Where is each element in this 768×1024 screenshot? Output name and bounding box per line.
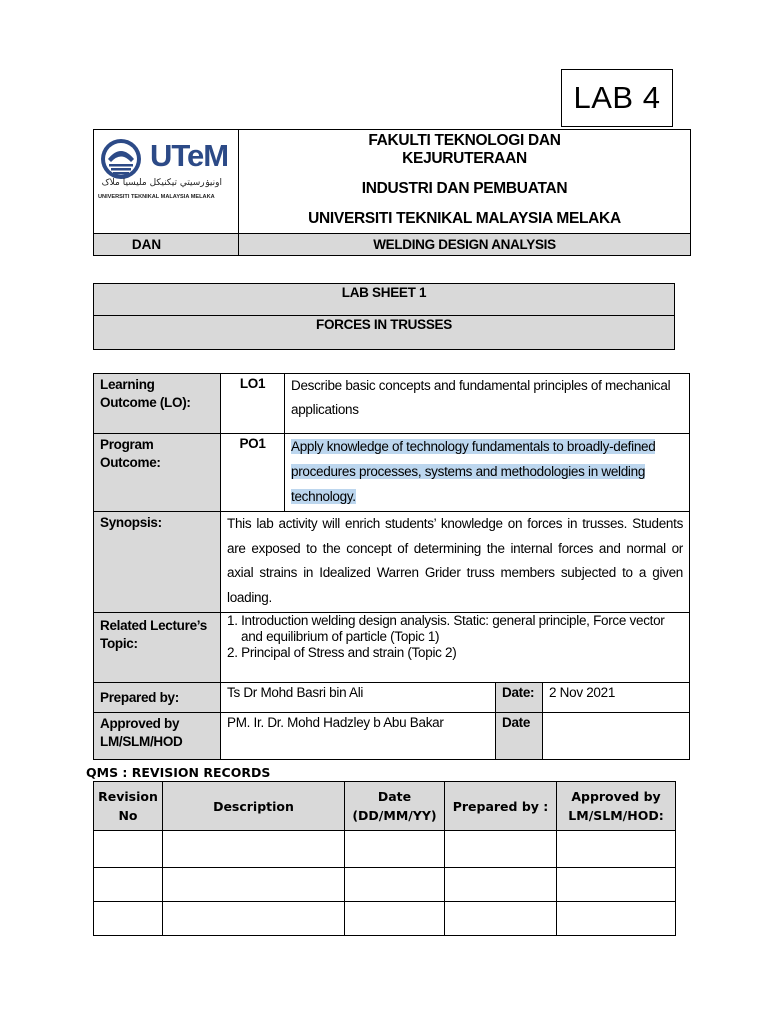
topic-cell	[221, 613, 690, 683]
topic-label: Related Lecture’s Topic:	[94, 613, 221, 683]
lab-number: LAB 4	[573, 80, 661, 115]
col-description: Description	[163, 782, 345, 831]
table-row	[94, 868, 676, 902]
utem-brand-text: UTeM	[150, 138, 229, 173]
col-date: Date (DD/MM/YY)	[345, 782, 445, 831]
table-cell	[163, 831, 345, 868]
date-value-2	[543, 713, 690, 760]
lo-label: Learning Outcome (LO):	[94, 374, 221, 434]
revision-records-table	[93, 781, 676, 936]
synopsis-label: Synopsis:	[94, 512, 221, 613]
lab-sheet-number: LAB SHEET 1	[94, 284, 675, 316]
table-cell	[557, 831, 676, 868]
lab-number-box	[561, 69, 673, 127]
col-revision-no: Revision No	[94, 782, 163, 831]
col-prepared-by: Prepared by :	[445, 782, 557, 831]
faculty-line-3: INDUSTRI DAN PEMBUATAN	[361, 180, 568, 197]
lo-code: LO1	[221, 374, 285, 434]
lab-sheet-title: FORCES IN TRUSSES	[94, 316, 675, 350]
table-cell	[445, 902, 557, 936]
table-cell	[94, 868, 163, 902]
table-cell	[163, 868, 345, 902]
topic-1: 1. Introduction welding design analysis. Static: general principle, Force vector and equilibrium of particle (Topic 1)	[227, 613, 665, 644]
table-cell	[345, 831, 445, 868]
po-label: Program Outcome:	[94, 434, 221, 512]
po-text: Apply knowledge of technology fundamentals to broadly-defined procedures processes, systems and methodologies in welding technology.	[291, 439, 656, 504]
po-cell	[285, 434, 690, 512]
synopsis-text: This lab activity will enrich students’ knowledge on forces in trusses. Students are exposed to the concept of determining the internal forces and normal or axial strains in Idealized Warren Grider truss members subjected to a given loading.	[221, 512, 690, 613]
utem-logo	[98, 137, 229, 207]
course-code: DAN	[94, 234, 239, 256]
header-table	[93, 129, 691, 256]
table-row	[94, 831, 676, 868]
topic-2: 2. Principal of Stress and strain (Topic 2)	[227, 645, 457, 660]
university-name: UNIVERSITI TEKNIKAL MALAYSIA MELAKA	[308, 210, 621, 227]
course-name: WELDING DESIGN ANALYSIS	[239, 234, 691, 256]
lo-text: Describe basic concepts and fundamental principles of mechanical applications	[285, 374, 690, 434]
date-value: 2 Nov 2021	[543, 683, 690, 713]
prepared-name: Ts Dr Mohd Basri bin Ali	[221, 683, 496, 713]
table-cell	[345, 902, 445, 936]
table-cell	[557, 868, 676, 902]
table-row	[94, 902, 676, 936]
approved-name: PM. Ir. Dr. Mohd Hadzley b Abu Bakar	[221, 713, 496, 760]
utem-jawi-text: اونيۏرسيتي تيکنيکل مليسيا ملاک	[101, 178, 222, 188]
table-cell	[94, 902, 163, 936]
table-cell	[163, 902, 345, 936]
table-cell	[94, 831, 163, 868]
table-cell	[445, 831, 557, 868]
info-table	[93, 373, 690, 760]
lab-sheet-table	[93, 283, 675, 350]
revision-header-row	[94, 782, 676, 831]
faculty-line-2: KEJURUTERAAN	[402, 150, 527, 167]
col-approved-by: Approved by LM/SLM/HOD:	[557, 782, 676, 831]
faculty-cell	[239, 130, 691, 234]
prepared-label: Prepared by:	[94, 683, 221, 713]
date-label: Date:	[496, 683, 543, 713]
logo-cell	[94, 130, 239, 234]
faculty-line-1: FAKULTI TEKNOLOGI DAN	[368, 132, 561, 149]
date-label-2: Date	[496, 713, 543, 760]
po-code: PO1	[221, 434, 285, 512]
utem-university-small: UNIVERSITI TEKNIKAL MALAYSIA MELAKA	[98, 194, 215, 200]
table-cell	[445, 868, 557, 902]
qms-title: QMS : REVISION RECORDS	[86, 765, 271, 780]
approved-label: Approved by LM/SLM/HOD	[94, 713, 221, 760]
table-cell	[345, 868, 445, 902]
table-cell	[557, 902, 676, 936]
